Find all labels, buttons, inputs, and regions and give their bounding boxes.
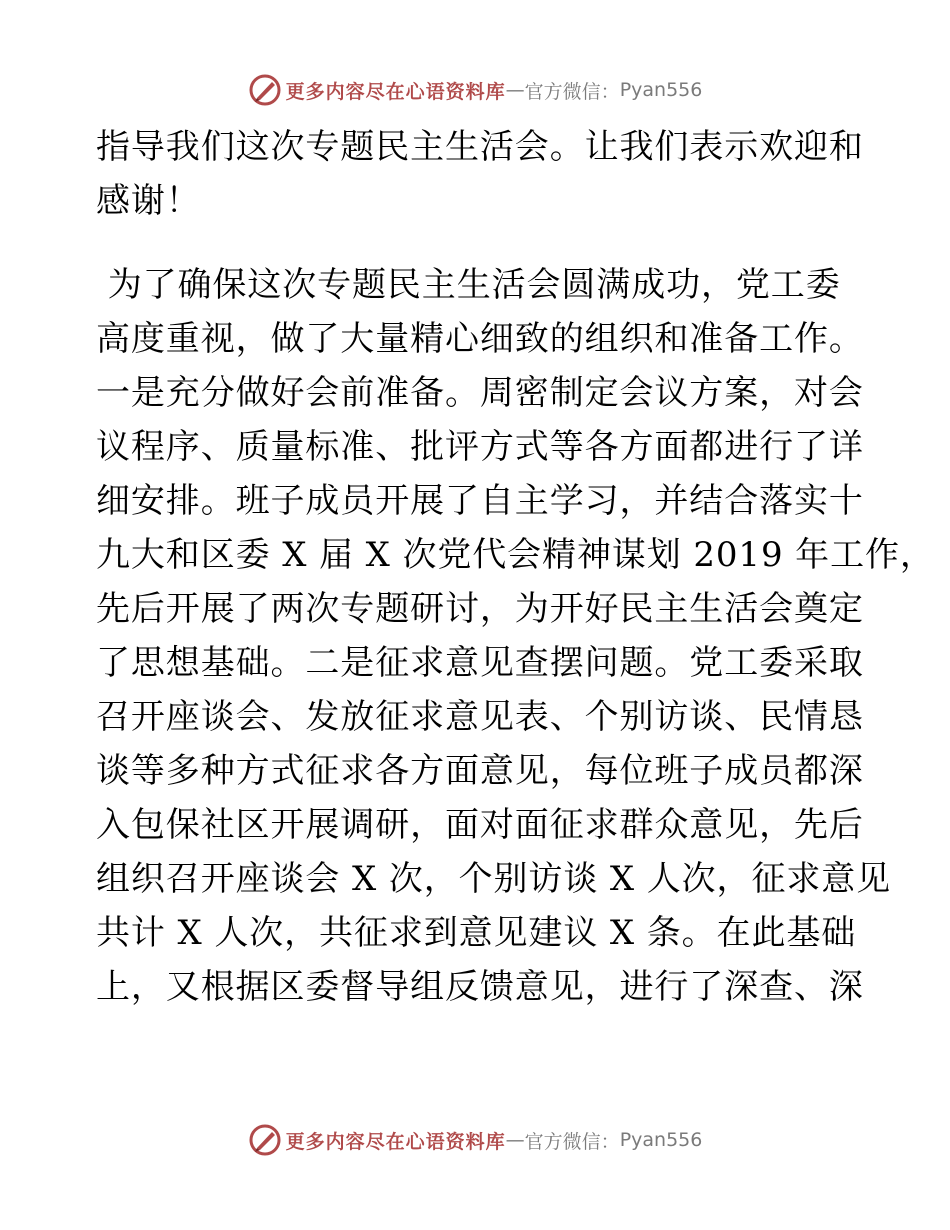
header-watermark (0, 70, 950, 110)
quill-pen-icon (248, 73, 282, 107)
paragraph-2 (96, 258, 935, 1014)
watermark-brand-text: 更多内容尽在心语资料库 (285, 80, 506, 103)
text-line: 细安排。班子成员开展了自主学习，并结合落实十 (96, 481, 864, 521)
text-line: 召开座谈会、发放征求意见表、个别访谈、民情恳 (96, 697, 864, 737)
document-body (96, 120, 935, 1014)
text-line: 组织召开座谈会 X 次，个别访谈 X 人次，征求意见 (96, 859, 892, 899)
text-line: 上，又根据区委督导组反馈意见，进行了深查、深 (96, 967, 864, 1007)
watermark-account: Pyan556 (619, 1129, 703, 1151)
text-line: 了思想基础。二是征求意见查摆问题。党工委采取 (96, 643, 864, 683)
text-line: 谈等多种方式征求各方面意见，每位班子成员都深 (96, 751, 864, 791)
text-line: 先后开展了两次专题研讨，为开好民主生活会奠定 (96, 589, 864, 629)
text-line: 九大和区委 X 届 X 次党代会精神谋划 2019 年工作， (96, 535, 935, 575)
watermark-dash: — (505, 1129, 525, 1151)
text-line: 议程序、质量标准、批评方式等各方面都进行了详 (96, 427, 864, 467)
watermark-contact-label: 官方微信： (524, 80, 620, 103)
text-line: 高度重视，做了大量精心细致的组织和准备工作。 (96, 319, 864, 359)
footer-watermark (0, 1120, 950, 1160)
text-line: 指导我们这次专题民主生活会。让我们表示欢迎和 (96, 127, 864, 167)
quill-pen-icon (248, 1123, 282, 1157)
paragraph-1 (96, 120, 864, 228)
watermark-brand-text: 更多内容尽在心语资料库 (285, 1130, 506, 1153)
text-line: 一是充分做好会前准备。周密制定会议方案，对会 (96, 373, 864, 413)
text-line: 共计 X 人次，共征求到意见建议 X 条。在此基础 (96, 913, 857, 953)
text-line: 为了确保这次专题民主生活会圆满成功，党工委 (96, 265, 841, 305)
text-line: 感谢！ (96, 181, 201, 221)
text-line: 入包保社区开展调研，面对面征求群众意见，先后 (96, 805, 864, 845)
watermark-dash: — (505, 79, 525, 101)
watermark-contact-label: 官方微信： (524, 1130, 620, 1153)
watermark-account: Pyan556 (619, 79, 703, 101)
